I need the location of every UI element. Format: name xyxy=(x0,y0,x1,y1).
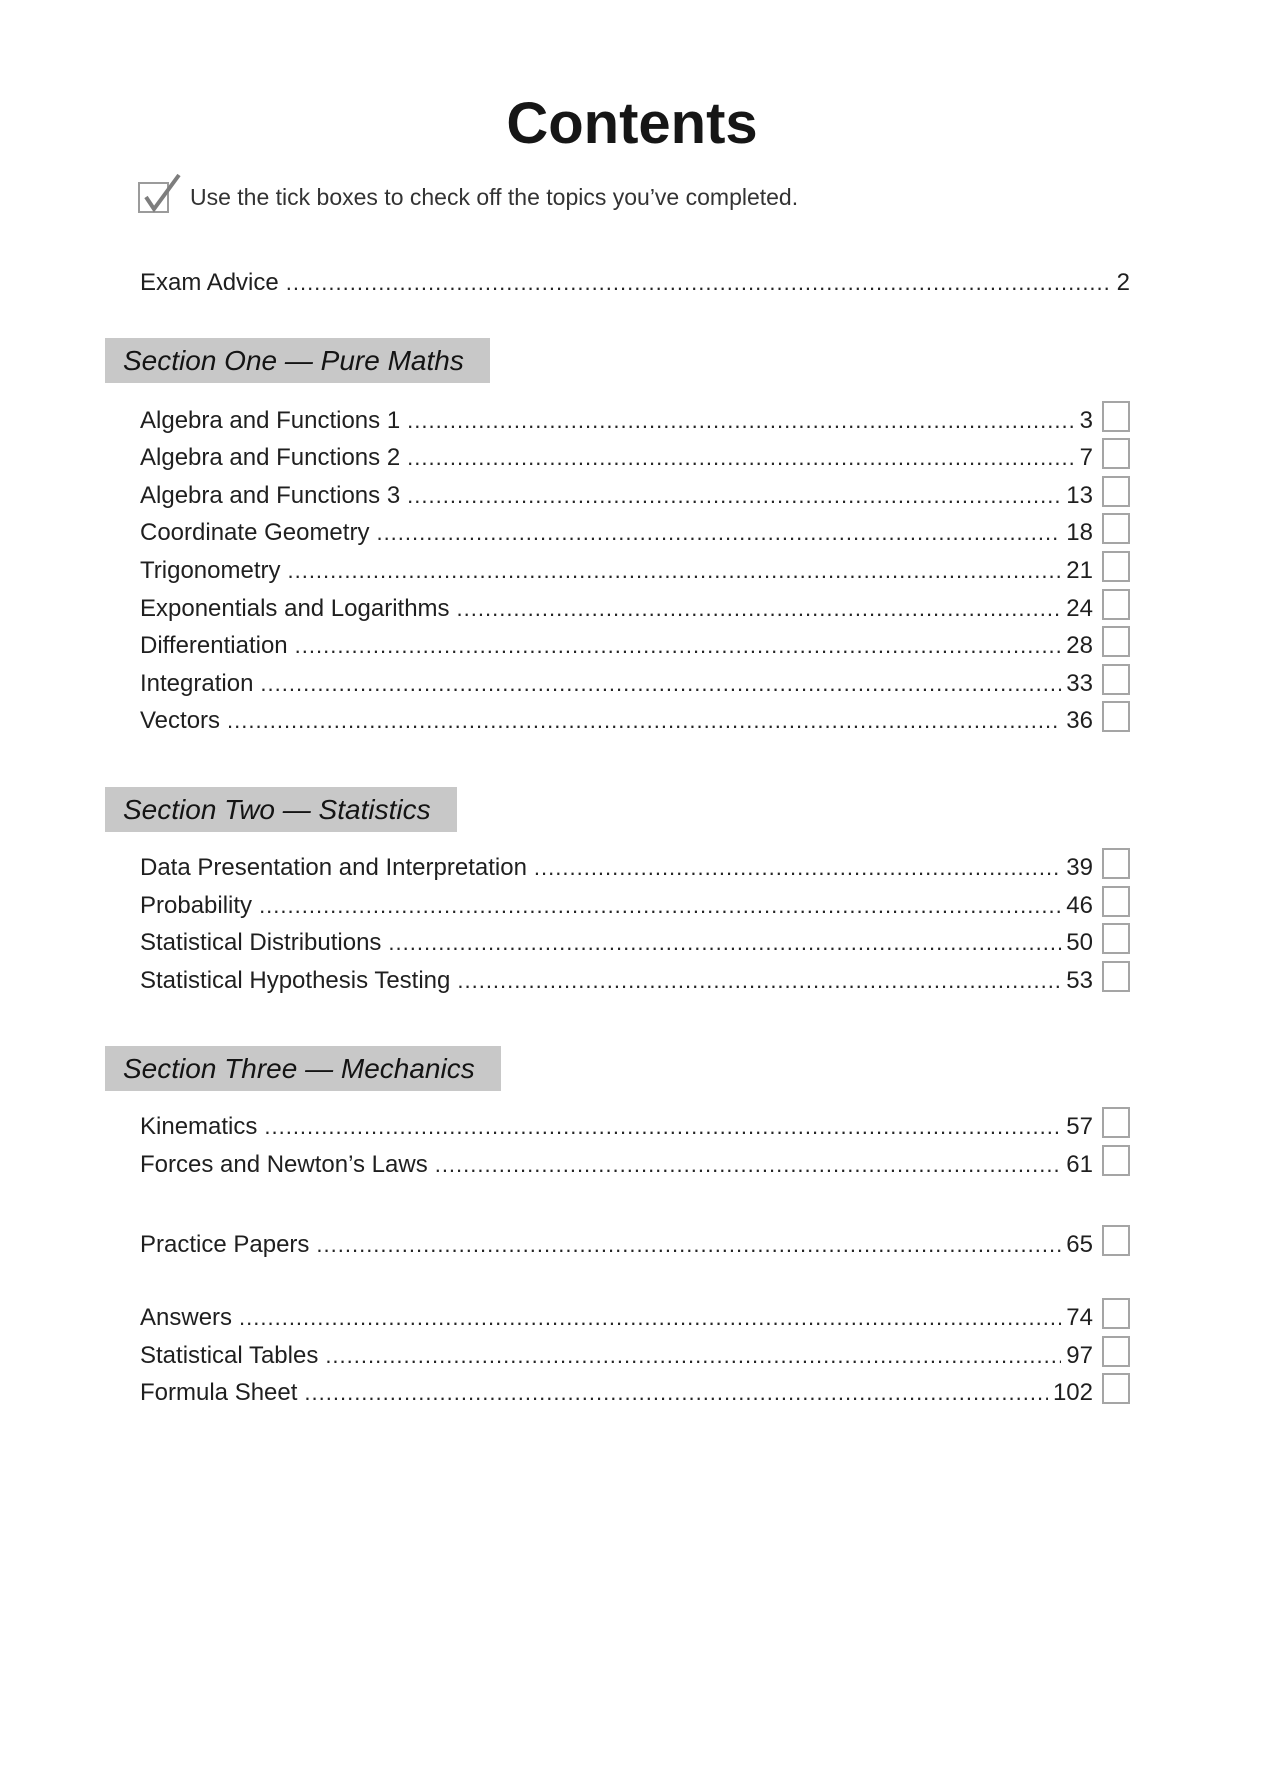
example-checkbox xyxy=(138,182,169,213)
dotted-leader xyxy=(376,514,1061,552)
dotted-leader xyxy=(457,962,1061,1000)
page-number: 65 xyxy=(1066,1230,1093,1258)
toc-row xyxy=(140,957,1130,995)
dotted-leader xyxy=(407,439,1074,477)
page-number: 18 xyxy=(1066,519,1093,547)
instruction-text: Use the tick boxes to check off the topics you’ve completed. xyxy=(190,183,799,210)
topic-checkbox[interactable] xyxy=(1102,1298,1130,1329)
toc-row xyxy=(140,585,1130,623)
section-heading-statistics: Section Two — Statistics xyxy=(105,787,457,832)
topic-label: Statistical Distributions xyxy=(140,929,382,957)
topic-checkbox[interactable] xyxy=(1102,701,1130,732)
topic-checkbox[interactable] xyxy=(1102,589,1130,620)
page-number: 39 xyxy=(1066,853,1093,881)
topic-label: Differentiation xyxy=(140,632,288,660)
topic-checkbox[interactable] xyxy=(1102,923,1130,954)
topic-checkbox[interactable] xyxy=(1102,626,1130,657)
topic-checkbox[interactable] xyxy=(1102,438,1130,469)
page-number: 24 xyxy=(1066,594,1093,622)
page-number: 33 xyxy=(1066,669,1093,697)
topic-checkbox[interactable] xyxy=(1102,848,1130,879)
back-matter-rows xyxy=(0,1294,1264,1407)
topic-label: Algebra and Functions 2 xyxy=(140,444,401,472)
instruction-note xyxy=(138,180,1264,214)
page-number: 3 xyxy=(1079,406,1093,434)
dotted-leader xyxy=(239,1299,1061,1337)
dotted-leader xyxy=(295,627,1062,665)
topic-checkbox[interactable] xyxy=(1102,513,1130,544)
toc-row xyxy=(140,509,1130,547)
topic-checkbox[interactable] xyxy=(1102,1107,1130,1138)
dotted-leader xyxy=(264,1108,1061,1146)
section-one-rows xyxy=(0,397,1264,735)
section-heading-mechanics: Section Three — Mechanics xyxy=(105,1046,501,1091)
topic-label: Statistical Tables xyxy=(140,1341,319,1369)
topic-label: Vectors xyxy=(140,707,221,735)
page-number: 53 xyxy=(1066,966,1093,994)
topic-label: Algebra and Functions 3 xyxy=(140,481,401,509)
dotted-leader xyxy=(259,887,1061,925)
topic-label: Formula Sheet xyxy=(140,1379,298,1407)
topic-checkbox[interactable] xyxy=(1102,961,1130,992)
topic-checkbox[interactable] xyxy=(1102,551,1130,582)
topic-checkbox[interactable] xyxy=(1102,886,1130,917)
section-heading-pure-maths: Section One — Pure Maths xyxy=(105,338,490,383)
section-three-rows xyxy=(0,1103,1264,1178)
topic-label: Statistical Hypothesis Testing xyxy=(140,966,451,994)
tick-icon xyxy=(139,171,185,217)
page-number: 50 xyxy=(1066,929,1093,957)
toc-row xyxy=(140,397,1130,435)
topic-checkbox[interactable] xyxy=(1102,401,1130,432)
page-number: 2 xyxy=(1116,269,1130,296)
toc-row-exam-advice xyxy=(140,264,1130,302)
toc-row-practice-papers xyxy=(140,1221,1130,1259)
topic-checkbox[interactable] xyxy=(1102,1225,1130,1256)
toc-row xyxy=(140,844,1130,882)
page-number: 21 xyxy=(1066,556,1093,584)
topic-label: Probability xyxy=(140,891,253,919)
dotted-leader xyxy=(407,402,1074,440)
toc-row xyxy=(140,434,1130,472)
toc-row xyxy=(140,697,1130,735)
toc-row xyxy=(140,547,1130,585)
dotted-leader xyxy=(435,1146,1062,1184)
toc-row xyxy=(140,660,1130,698)
page-number: 97 xyxy=(1066,1341,1093,1369)
toc-row xyxy=(140,919,1130,957)
page-number: 61 xyxy=(1066,1150,1093,1178)
topic-label: Data Presentation and Interpretation xyxy=(140,853,527,881)
page-number: 57 xyxy=(1066,1113,1093,1141)
dotted-leader xyxy=(260,665,1061,703)
dotted-leader xyxy=(457,590,1062,628)
topic-checkbox[interactable] xyxy=(1102,1336,1130,1367)
page-number: 13 xyxy=(1066,481,1093,509)
toc-row xyxy=(140,882,1130,920)
page-number: 102 xyxy=(1052,1379,1093,1407)
dotted-leader xyxy=(287,552,1061,590)
topic-label: Exponentials and Logarithms xyxy=(140,594,450,622)
topic-checkbox[interactable] xyxy=(1102,1373,1130,1404)
topic-label: Exam Advice xyxy=(140,269,279,296)
topic-checkbox[interactable] xyxy=(1102,476,1130,507)
topic-label: Coordinate Geometry xyxy=(140,519,370,547)
dotted-leader xyxy=(388,924,1061,962)
topic-label: Answers xyxy=(140,1304,233,1332)
topic-label: Practice Papers xyxy=(140,1230,310,1258)
dotted-leader xyxy=(325,1337,1061,1375)
page-number: 46 xyxy=(1066,891,1093,919)
page-number: 74 xyxy=(1066,1304,1093,1332)
page-number: 28 xyxy=(1066,632,1093,660)
page-number: 7 xyxy=(1079,444,1093,472)
dotted-leader xyxy=(534,849,1061,887)
page-title: Contents xyxy=(506,91,758,156)
topic-label: Forces and Newton’s Laws xyxy=(140,1150,428,1178)
topic-label: Integration xyxy=(140,669,254,697)
topic-label: Algebra and Functions 1 xyxy=(140,406,401,434)
topic-label: Kinematics xyxy=(140,1113,258,1141)
toc-row xyxy=(140,1141,1130,1179)
dotted-leader xyxy=(316,1226,1061,1264)
dotted-leader xyxy=(304,1374,1048,1412)
toc-row xyxy=(140,1332,1130,1370)
toc-row xyxy=(140,1369,1130,1407)
topic-label: Trigonometry xyxy=(140,556,281,584)
toc-row xyxy=(140,622,1130,660)
toc-row xyxy=(140,472,1130,510)
toc-row xyxy=(140,1294,1130,1332)
dotted-leader xyxy=(286,264,1112,302)
topic-checkbox[interactable] xyxy=(1102,664,1130,695)
toc-row xyxy=(140,1103,1130,1141)
page-number: 36 xyxy=(1066,707,1093,735)
dotted-leader xyxy=(407,477,1061,515)
section-two-rows xyxy=(0,844,1264,994)
topic-checkbox[interactable] xyxy=(1102,1145,1130,1176)
